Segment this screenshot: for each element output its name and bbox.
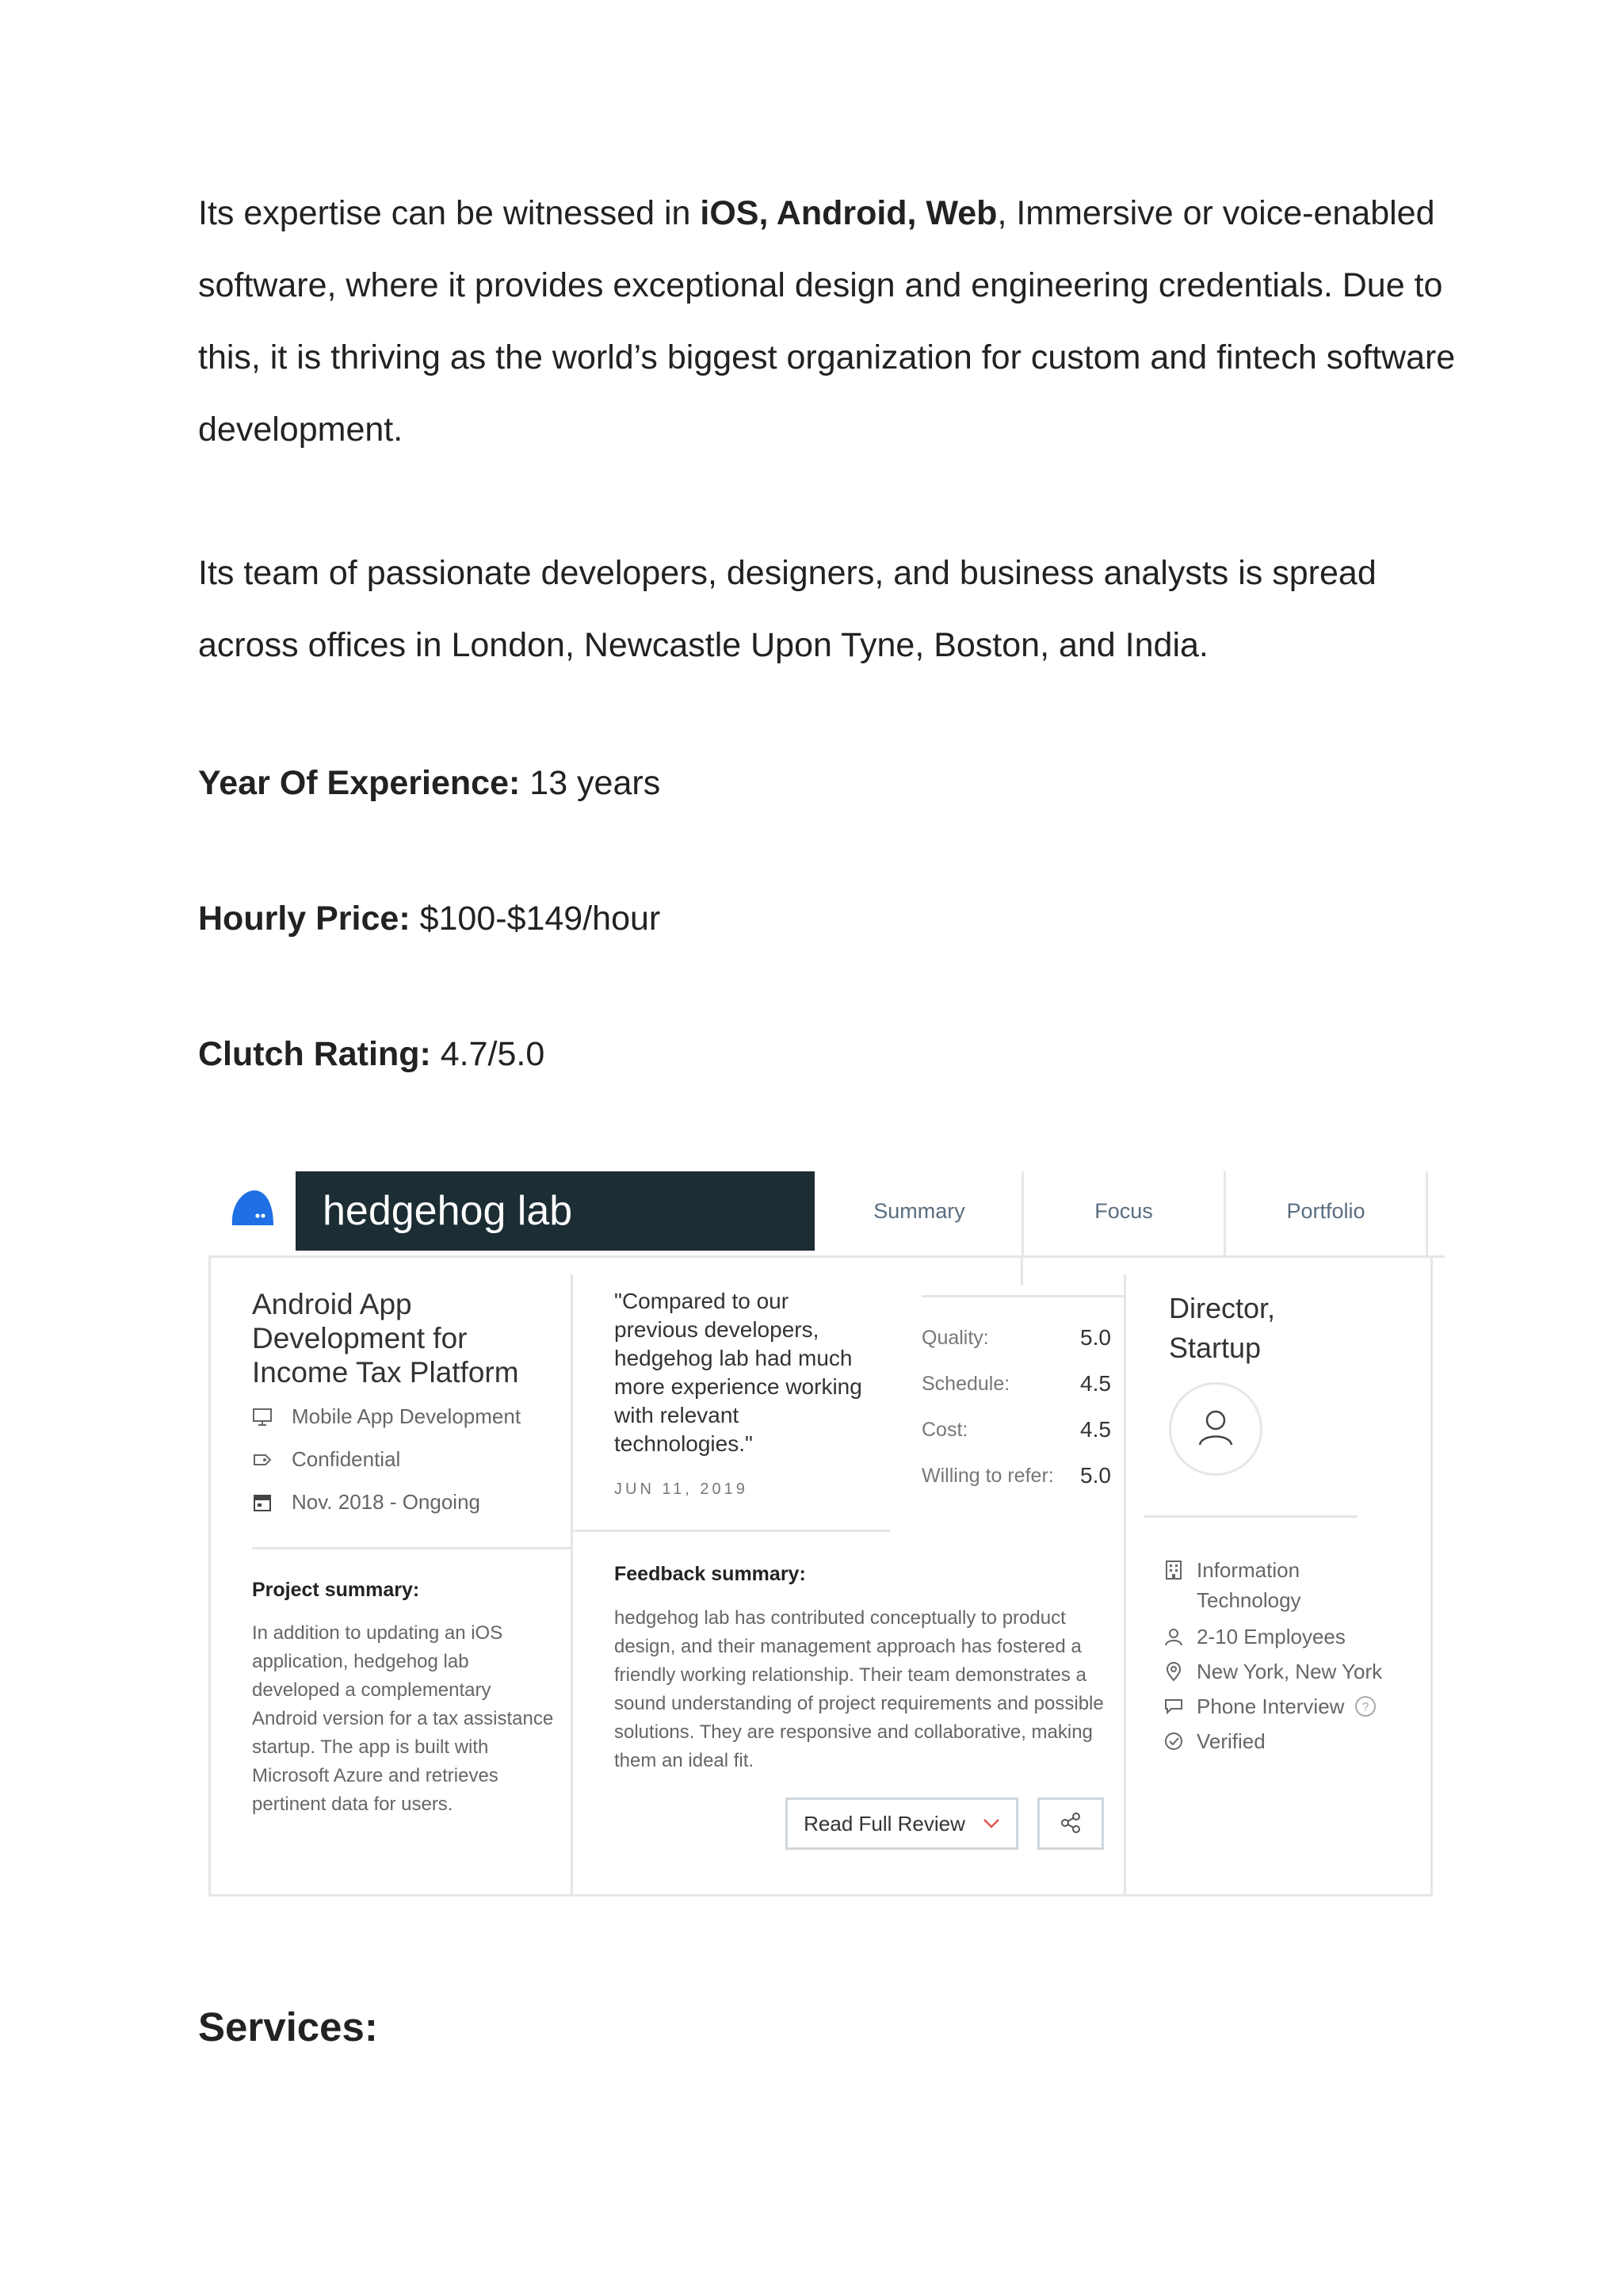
chat-bubble-icon bbox=[1163, 1696, 1184, 1717]
brand-name: hedgehog lab bbox=[296, 1171, 815, 1251]
rating-quality: Quality: 5.0 bbox=[922, 1325, 1111, 1350]
project-title: Android App Development for Income Tax Platform bbox=[252, 1288, 519, 1389]
hedgehog-logo-icon bbox=[229, 1187, 275, 1227]
platforms-bold: iOS, Android, Web bbox=[700, 194, 998, 232]
project-summary-text: In addition to updating an iOS application, hedgehog lab developed a complementary Android version for a tax assistance startup. The app is built with Microsoft Azure and retrieves pertinent data for users. bbox=[252, 1622, 554, 1815]
feedback-summary-label: Feedback summary: bbox=[614, 1563, 806, 1585]
person-icon bbox=[1163, 1626, 1184, 1647]
rating-cost: Cost: 4.5 bbox=[922, 1417, 1111, 1442]
reviewer-avatar bbox=[1169, 1382, 1262, 1476]
reviewer-title: Director, Startup bbox=[1169, 1292, 1276, 1364]
tab-focus[interactable]: Focus bbox=[1022, 1171, 1224, 1257]
review-quote: "Compared to our previous developers, hedgehog lab had much more experience working with relevant technologies." bbox=[614, 1289, 862, 1456]
location-pin-icon bbox=[1163, 1661, 1184, 1682]
calendar-icon bbox=[252, 1492, 273, 1513]
review-card bbox=[208, 1171, 1433, 1897]
user-icon bbox=[1193, 1405, 1238, 1454]
monitor-icon bbox=[252, 1407, 273, 1427]
info-company-size: 2-10 Employees bbox=[1163, 1622, 1346, 1652]
tab-portfolio[interactable]: Portfolio bbox=[1224, 1171, 1428, 1257]
info-verified: Verified bbox=[1163, 1726, 1266, 1756]
meta-dates: Nov. 2018 - Ongoing bbox=[252, 1490, 480, 1515]
tag-icon bbox=[252, 1450, 273, 1470]
share-icon bbox=[1060, 1812, 1082, 1836]
paragraph-expertise: Its expertise can be witnessed in iOS, Android, Web, Immersive or voice-enabled software, where it provides exceptional design and engineering credentials. Due to this, it is thriving as the world’s biggest organization for custom and fintech software development. bbox=[198, 194, 1456, 449]
info-industry: Information Technology bbox=[1163, 1555, 1369, 1615]
info-location: New York, New York bbox=[1163, 1656, 1382, 1687]
experience-line: Year Of Experience: 13 years bbox=[198, 764, 661, 802]
hourly-price-line: Hourly Price: $100-$149/hour bbox=[198, 900, 661, 938]
chevron-down-icon bbox=[983, 1818, 1000, 1829]
clutch-rating-line: Clutch Rating: 4.7/5.0 bbox=[198, 1035, 545, 1073]
rating-schedule: Schedule: 4.5 bbox=[922, 1371, 1111, 1396]
share-button[interactable] bbox=[1037, 1797, 1104, 1850]
review-date: JUN 11, 2019 bbox=[614, 1480, 748, 1498]
meta-budget: Confidential bbox=[252, 1447, 400, 1472]
svg-text:?: ? bbox=[1362, 1701, 1369, 1714]
paragraph-team: Its team of passionate developers, designers, and business analysts is spread across offices in London, Newcastle Upon Tyne, Boston, and India. bbox=[198, 554, 1377, 664]
read-full-review-button[interactable]: Read Full Review bbox=[785, 1797, 1018, 1850]
project-summary-label: Project summary: bbox=[252, 1579, 420, 1601]
check-circle-icon bbox=[1163, 1731, 1184, 1752]
building-icon bbox=[1163, 1560, 1184, 1580]
services-heading: Services: bbox=[198, 2004, 378, 2050]
help-icon[interactable] bbox=[1354, 1694, 1377, 1721]
feedback-summary-text: hedgehog lab has contributed conceptually to product design, and their management approach has fostered a friendly working relationship. Their team demonstrates a sound understanding of project requirements and possible solutions. They are responsive and collaborative, making them an ideal fit. bbox=[614, 1607, 1104, 1771]
meta-service: Mobile App Development bbox=[252, 1404, 521, 1429]
rating-willing-to-refer: Willing to refer: 5.0 bbox=[922, 1463, 1111, 1488]
tab-summary[interactable]: Summary bbox=[873, 1199, 965, 1223]
info-review-method: Phone Interview ? bbox=[1163, 1691, 1377, 1721]
